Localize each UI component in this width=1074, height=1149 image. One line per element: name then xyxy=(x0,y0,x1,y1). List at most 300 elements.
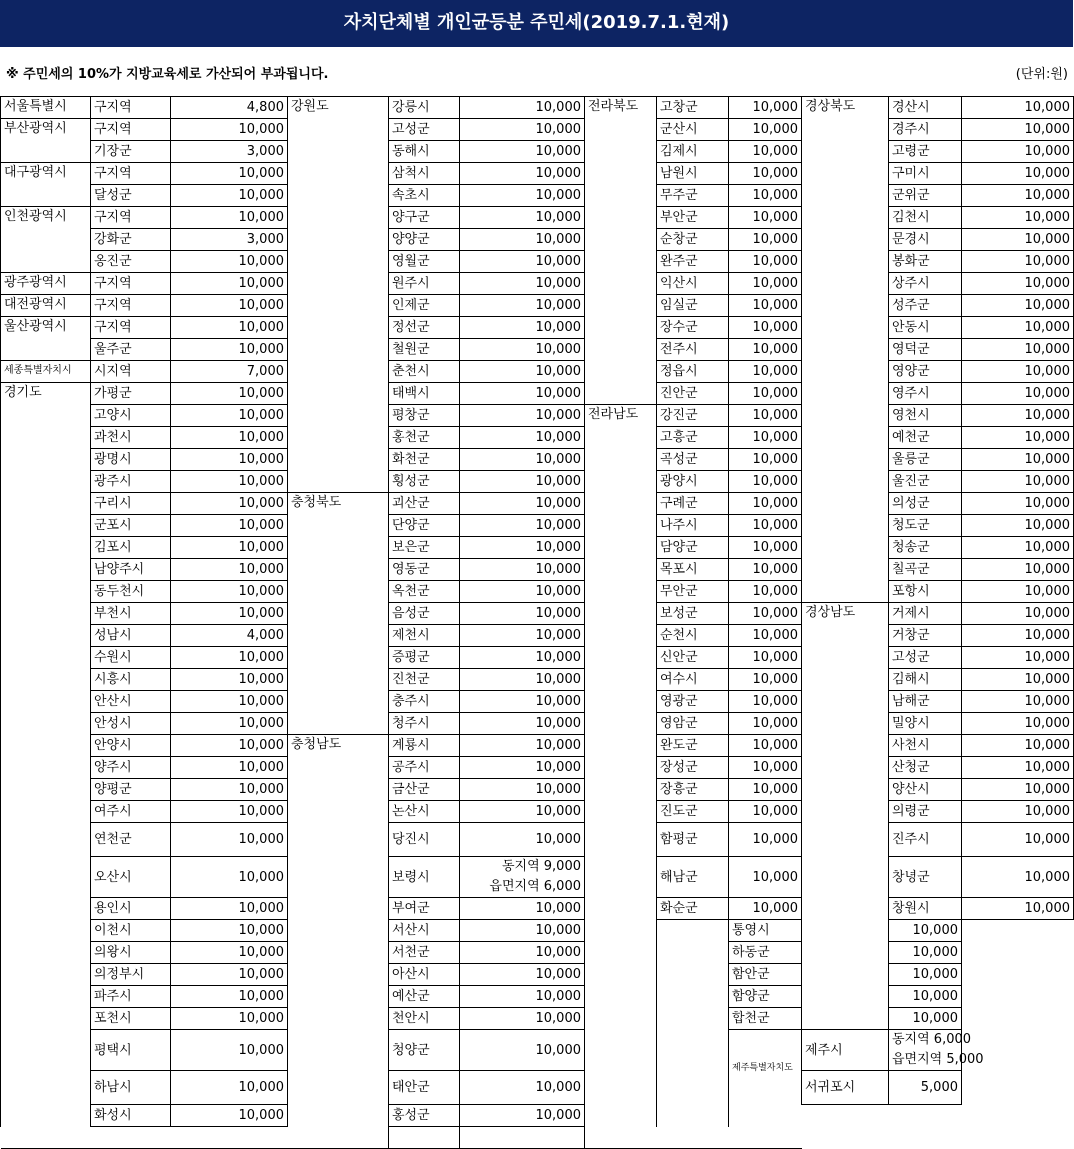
tax-value: 10,000 xyxy=(962,691,1074,713)
city-name: 부산광역시 xyxy=(1,119,91,163)
tax-value: 10,000 xyxy=(729,757,802,779)
district-name: 하동군 xyxy=(729,942,802,964)
district-name: 음성군 xyxy=(389,603,460,625)
district-name: 안동시 xyxy=(889,317,962,339)
table-row xyxy=(1,898,1074,920)
table-row xyxy=(1,405,1074,427)
tax-value: 10,000 xyxy=(962,537,1074,559)
tax-value: 4,000 xyxy=(171,625,288,647)
table-row xyxy=(1,339,1074,361)
tax-value xyxy=(889,1030,984,1071)
table-row xyxy=(1,603,1074,625)
tax-value: 10,000 xyxy=(460,625,585,647)
district-name: 고성군 xyxy=(889,647,962,669)
district-name: 함안군 xyxy=(729,964,802,986)
empty-cell xyxy=(171,1127,288,1149)
district-name: 문경시 xyxy=(889,229,962,251)
table-row xyxy=(1,119,1074,141)
district-name: 청양군 xyxy=(389,1030,460,1071)
district-name: 부안군 xyxy=(657,207,729,229)
empty-cell xyxy=(585,942,657,964)
tax-value: 10,000 xyxy=(962,427,1074,449)
district-name: 남해군 xyxy=(889,691,962,713)
empty-cell xyxy=(729,1105,802,1127)
tax-value: 10,000 xyxy=(171,185,288,207)
district-name: 구미시 xyxy=(889,163,962,185)
district-name: 양구군 xyxy=(389,207,460,229)
table-row xyxy=(1,537,1074,559)
district-name: 담양군 xyxy=(657,537,729,559)
table-row xyxy=(1,1071,1074,1105)
district-name: 남양주시 xyxy=(91,559,171,581)
district-name: 금산군 xyxy=(389,779,460,801)
district-name: 보은군 xyxy=(389,537,460,559)
district-name: 홍성군 xyxy=(389,1105,460,1127)
tax-value: 3,000 xyxy=(171,229,288,251)
district-name: 서천군 xyxy=(389,942,460,964)
city-name: 경상북도 xyxy=(802,97,889,603)
city-name: 충청북도 xyxy=(288,493,389,735)
table-row xyxy=(1,449,1074,471)
district-name: 천안시 xyxy=(389,1008,460,1030)
district-name: 구지역 xyxy=(91,273,171,295)
tax-table-container xyxy=(0,96,1073,1149)
tax-value: 10,000 xyxy=(460,920,585,942)
tax-value: 10,000 xyxy=(729,581,802,603)
district-name: 화성시 xyxy=(91,1105,171,1127)
district-name: 제주시 xyxy=(802,1030,889,1071)
district-name: 안양시 xyxy=(91,735,171,757)
tax-value: 10,000 xyxy=(171,207,288,229)
district-name: 봉화군 xyxy=(889,251,962,273)
tax-value: 10,000 xyxy=(962,581,1074,603)
district-name: 영주시 xyxy=(889,383,962,405)
district-name: 강릉시 xyxy=(389,97,460,119)
tax-value: 10,000 xyxy=(729,339,802,361)
tax-value: 10,000 xyxy=(460,251,585,273)
tax-value: 10,000 xyxy=(460,898,585,920)
table-row xyxy=(1,559,1074,581)
tax-value: 10,000 xyxy=(460,163,585,185)
city-name: 세종특별자치시 xyxy=(1,361,91,383)
district-name: 김포시 xyxy=(91,537,171,559)
district-name: 광양시 xyxy=(657,471,729,493)
district-name: 함평군 xyxy=(657,823,729,857)
district-name: 순천시 xyxy=(657,625,729,647)
tax-value: 10,000 xyxy=(460,185,585,207)
tax-value: 10,000 xyxy=(962,295,1074,317)
city-name: 대구광역시 xyxy=(1,163,91,207)
district-name: 구지역 xyxy=(91,317,171,339)
district-name: 영월군 xyxy=(389,251,460,273)
tax-value: 10,000 xyxy=(171,691,288,713)
tax-value: 10,000 xyxy=(962,823,1074,857)
district-name: 성남시 xyxy=(91,625,171,647)
district-name: 영덕군 xyxy=(889,339,962,361)
table-row xyxy=(1,669,1074,691)
district-name: 고령군 xyxy=(889,141,962,163)
tax-value: 10,000 xyxy=(729,207,802,229)
district-name: 증평군 xyxy=(389,647,460,669)
table-row xyxy=(1,823,1074,857)
empty-cell xyxy=(389,1127,460,1149)
district-name: 김제시 xyxy=(657,141,729,163)
district-name: 아산시 xyxy=(389,964,460,986)
district-name: 포항시 xyxy=(889,581,962,603)
tax-value: 5,000 xyxy=(889,1071,962,1105)
city-name: 전라북도 xyxy=(585,97,657,405)
table-row xyxy=(1,964,1074,986)
tax-value: 10,000 xyxy=(171,163,288,185)
district-name: 의령군 xyxy=(889,801,962,823)
tax-value: 10,000 xyxy=(729,119,802,141)
district-name: 김천시 xyxy=(889,207,962,229)
district-name: 정선군 xyxy=(389,317,460,339)
tax-value: 10,000 xyxy=(962,603,1074,625)
city-name: 울산광역시 xyxy=(1,317,91,361)
city-name: 대전광역시 xyxy=(1,295,91,317)
table-row xyxy=(1,471,1074,493)
district-name: 통영시 xyxy=(729,920,802,942)
tax-value: 10,000 xyxy=(460,537,585,559)
empty-cell xyxy=(1,1127,91,1149)
tax-table xyxy=(0,96,1074,1149)
tax-value: 10,000 xyxy=(171,1030,288,1071)
table-row xyxy=(1,97,1074,119)
tax-value: 10,000 xyxy=(171,383,288,405)
tax-value: 10,000 xyxy=(962,339,1074,361)
tax-table-body xyxy=(1,97,1074,1149)
city-name: 경기도 xyxy=(1,383,91,1127)
tax-value: 10,000 xyxy=(460,229,585,251)
tax-value: 10,000 xyxy=(729,559,802,581)
district-name: 진도군 xyxy=(657,801,729,823)
tax-value: 10,000 xyxy=(962,713,1074,735)
tax-value: 10,000 xyxy=(460,471,585,493)
district-name: 부천시 xyxy=(91,603,171,625)
district-name: 평택시 xyxy=(91,1030,171,1071)
empty-cell xyxy=(657,942,729,964)
tax-value: 10,000 xyxy=(962,97,1074,119)
district-name: 서귀포시 xyxy=(802,1071,889,1105)
district-name: 구지역 xyxy=(91,207,171,229)
district-name: 거창군 xyxy=(889,625,962,647)
district-name: 원주시 xyxy=(389,273,460,295)
district-name: 태안군 xyxy=(389,1071,460,1105)
district-name: 창원시 xyxy=(889,898,962,920)
tax-value-line1: 동지역 9,000 xyxy=(501,859,581,874)
empty-cell xyxy=(657,1071,729,1105)
tax-value: 10,000 xyxy=(460,823,585,857)
tax-value: 10,000 xyxy=(729,537,802,559)
tax-value: 10,000 xyxy=(460,141,585,163)
district-name: 전주시 xyxy=(657,339,729,361)
tax-value: 10,000 xyxy=(962,119,1074,141)
tax-value: 10,000 xyxy=(460,449,585,471)
district-name: 동해시 xyxy=(389,141,460,163)
district-name: 고성군 xyxy=(389,119,460,141)
district-name: 밀양시 xyxy=(889,713,962,735)
district-name: 예천군 xyxy=(889,427,962,449)
empty-cell xyxy=(91,1127,171,1149)
district-name: 가평군 xyxy=(91,383,171,405)
district-name: 서산시 xyxy=(389,920,460,942)
city-name: 제주특별자치도 xyxy=(729,1030,802,1105)
table-row xyxy=(1,942,1074,964)
tax-value: 10,000 xyxy=(171,449,288,471)
district-name: 단양군 xyxy=(389,515,460,537)
district-name: 완도군 xyxy=(657,735,729,757)
district-name: 산청군 xyxy=(889,757,962,779)
tax-value: 10,000 xyxy=(460,735,585,757)
tax-value: 10,000 xyxy=(729,273,802,295)
district-name: 무안군 xyxy=(657,581,729,603)
tax-value: 10,000 xyxy=(962,493,1074,515)
tax-value: 10,000 xyxy=(962,735,1074,757)
district-name: 나주시 xyxy=(657,515,729,537)
district-name: 당진시 xyxy=(389,823,460,857)
tax-value: 10,000 xyxy=(460,559,585,581)
tax-value: 10,000 xyxy=(729,801,802,823)
tax-value: 10,000 xyxy=(460,713,585,735)
district-name: 양양군 xyxy=(389,229,460,251)
tax-value: 10,000 xyxy=(962,647,1074,669)
district-name: 옹진군 xyxy=(91,251,171,273)
district-name: 진안군 xyxy=(657,383,729,405)
tax-value: 10,000 xyxy=(171,339,288,361)
tax-value: 10,000 xyxy=(729,493,802,515)
tax-value: 10,000 xyxy=(729,625,802,647)
district-name: 구지역 xyxy=(91,97,171,119)
table-row xyxy=(1,779,1074,801)
district-name: 동두천시 xyxy=(91,581,171,603)
tax-value: 10,000 xyxy=(729,361,802,383)
table-row xyxy=(1,295,1074,317)
empty-cell xyxy=(585,1071,657,1105)
district-name: 보령시 xyxy=(389,857,460,898)
tax-value: 10,000 xyxy=(460,1105,585,1127)
tax-value: 10,000 xyxy=(171,801,288,823)
district-name: 무주군 xyxy=(657,185,729,207)
district-name: 창녕군 xyxy=(889,857,962,898)
district-name: 정읍시 xyxy=(657,361,729,383)
table-row xyxy=(1,581,1074,603)
table-row xyxy=(1,383,1074,405)
table-row xyxy=(1,1105,1074,1127)
district-name: 과천시 xyxy=(91,427,171,449)
empty-cell xyxy=(585,1030,657,1071)
tax-value: 10,000 xyxy=(171,273,288,295)
district-name: 시지역 xyxy=(91,361,171,383)
district-name: 오산시 xyxy=(91,857,171,898)
unit-label: (단위:원) xyxy=(1015,67,1068,82)
district-name: 강진군 xyxy=(657,405,729,427)
tax-value: 10,000 xyxy=(729,691,802,713)
district-name: 화순군 xyxy=(657,898,729,920)
district-name: 청도군 xyxy=(889,515,962,537)
tax-value: 10,000 xyxy=(171,898,288,920)
empty-cell xyxy=(657,1008,729,1030)
district-name: 괴산군 xyxy=(389,493,460,515)
tax-value: 10,000 xyxy=(729,141,802,163)
district-name: 구지역 xyxy=(91,163,171,185)
table-row xyxy=(1,647,1074,669)
district-name: 영광군 xyxy=(657,691,729,713)
table-row xyxy=(1,625,1074,647)
table-row xyxy=(1,251,1074,273)
table-row xyxy=(1,757,1074,779)
tax-value: 10,000 xyxy=(460,273,585,295)
tax-value: 10,000 xyxy=(460,207,585,229)
table-row xyxy=(1,273,1074,295)
district-name: 군포시 xyxy=(91,515,171,537)
district-name: 곡성군 xyxy=(657,449,729,471)
table-row xyxy=(1,986,1074,1008)
district-name: 기장군 xyxy=(91,141,171,163)
tax-value: 10,000 xyxy=(171,823,288,857)
tax-value: 10,000 xyxy=(962,141,1074,163)
tax-value-line1: 동지역 6,000 xyxy=(892,1032,972,1047)
table-row xyxy=(1,207,1074,229)
table-row xyxy=(1,920,1074,942)
tax-value: 10,000 xyxy=(889,1008,962,1030)
district-name: 청송군 xyxy=(889,537,962,559)
tax-value: 10,000 xyxy=(171,493,288,515)
tax-value: 10,000 xyxy=(460,405,585,427)
table-row xyxy=(1,163,1074,185)
district-name: 목포시 xyxy=(657,559,729,581)
tax-value xyxy=(460,857,585,898)
city-name: 경상남도 xyxy=(802,603,889,1030)
tax-value: 10,000 xyxy=(460,779,585,801)
district-name: 남원시 xyxy=(657,163,729,185)
table-row xyxy=(1,317,1074,339)
district-name: 함양군 xyxy=(729,986,802,1008)
empty-cell xyxy=(657,1105,729,1127)
district-name: 영양군 xyxy=(889,361,962,383)
district-name: 양평군 xyxy=(91,779,171,801)
tax-value: 10,000 xyxy=(460,317,585,339)
tax-value: 10,000 xyxy=(962,801,1074,823)
tax-value: 10,000 xyxy=(729,471,802,493)
table-row xyxy=(1,1008,1074,1030)
district-name: 철원군 xyxy=(389,339,460,361)
tax-value: 10,000 xyxy=(171,559,288,581)
tax-value: 10,000 xyxy=(729,97,802,119)
tax-value: 10,000 xyxy=(171,537,288,559)
tax-value-line2: 읍면지역 6,000 xyxy=(489,879,581,894)
table-row xyxy=(1,857,1074,898)
district-name: 구지역 xyxy=(91,119,171,141)
table-row xyxy=(1,713,1074,735)
tax-value: 10,000 xyxy=(460,942,585,964)
table-row xyxy=(1,361,1074,383)
district-name: 포천시 xyxy=(91,1008,171,1030)
city-name: 충청남도 xyxy=(288,735,389,1127)
district-name: 울진군 xyxy=(889,471,962,493)
tax-value: 10,000 xyxy=(729,405,802,427)
tax-value: 10,000 xyxy=(729,779,802,801)
tax-value: 10,000 xyxy=(729,713,802,735)
tax-value: 10,000 xyxy=(729,317,802,339)
tax-value: 10,000 xyxy=(460,1071,585,1105)
empty-cell xyxy=(657,1127,729,1149)
district-name: 여주시 xyxy=(91,801,171,823)
tax-value: 10,000 xyxy=(729,898,802,920)
district-name: 의성군 xyxy=(889,493,962,515)
district-name: 진주시 xyxy=(889,823,962,857)
district-name: 장성군 xyxy=(657,757,729,779)
empty-cell xyxy=(585,1105,657,1127)
tax-value: 10,000 xyxy=(460,757,585,779)
tax-value: 10,000 xyxy=(729,857,802,898)
tax-value: 10,000 xyxy=(171,515,288,537)
tax-value: 10,000 xyxy=(962,273,1074,295)
tax-value: 10,000 xyxy=(460,361,585,383)
tax-value: 10,000 xyxy=(729,383,802,405)
district-name: 순창군 xyxy=(657,229,729,251)
table-row xyxy=(1,229,1074,251)
table-row xyxy=(1,515,1074,537)
district-name: 안산시 xyxy=(91,691,171,713)
tax-note: ※ 주민세의 10%가 지방교육세로 가산되어 부과됩니다. xyxy=(6,67,329,82)
table-row xyxy=(1,427,1074,449)
district-name: 광명시 xyxy=(91,449,171,471)
tax-value: 10,000 xyxy=(889,942,962,964)
empty-cell xyxy=(657,920,729,942)
tax-value: 10,000 xyxy=(962,625,1074,647)
tax-value: 10,000 xyxy=(171,471,288,493)
tax-value: 10,000 xyxy=(171,964,288,986)
empty-cell xyxy=(802,1105,889,1127)
city-name: 광주광역시 xyxy=(1,273,91,295)
tax-value: 10,000 xyxy=(729,185,802,207)
tax-value: 10,000 xyxy=(171,405,288,427)
tax-value: 10,000 xyxy=(962,515,1074,537)
tax-value: 10,000 xyxy=(962,207,1074,229)
tax-value: 10,000 xyxy=(962,898,1074,920)
tax-value: 10,000 xyxy=(889,920,962,942)
tax-value: 10,000 xyxy=(729,295,802,317)
tax-value: 10,000 xyxy=(729,735,802,757)
district-name: 삼척시 xyxy=(389,163,460,185)
tax-value: 10,000 xyxy=(962,383,1074,405)
tax-value: 10,000 xyxy=(171,295,288,317)
district-name: 임실군 xyxy=(657,295,729,317)
tax-value: 10,000 xyxy=(889,986,962,1008)
tax-value: 10,000 xyxy=(460,801,585,823)
empty-cell xyxy=(657,986,729,1008)
tax-value: 10,000 xyxy=(171,317,288,339)
district-name: 상주시 xyxy=(889,273,962,295)
tax-value: 10,000 xyxy=(460,691,585,713)
tax-value: 10,000 xyxy=(889,964,962,986)
tax-value: 10,000 xyxy=(460,493,585,515)
tax-value-line2: 읍면지역 5,000 xyxy=(892,1052,984,1067)
tax-value: 10,000 xyxy=(962,229,1074,251)
tax-value: 10,000 xyxy=(171,857,288,898)
tax-value: 10,000 xyxy=(171,251,288,273)
tax-value: 10,000 xyxy=(962,757,1074,779)
district-name: 양주시 xyxy=(91,757,171,779)
tax-value: 10,000 xyxy=(460,603,585,625)
district-name: 양산시 xyxy=(889,779,962,801)
district-name: 부여군 xyxy=(389,898,460,920)
district-name: 달성군 xyxy=(91,185,171,207)
district-name: 횡성군 xyxy=(389,471,460,493)
tax-value: 10,000 xyxy=(460,964,585,986)
tax-value: 10,000 xyxy=(729,427,802,449)
